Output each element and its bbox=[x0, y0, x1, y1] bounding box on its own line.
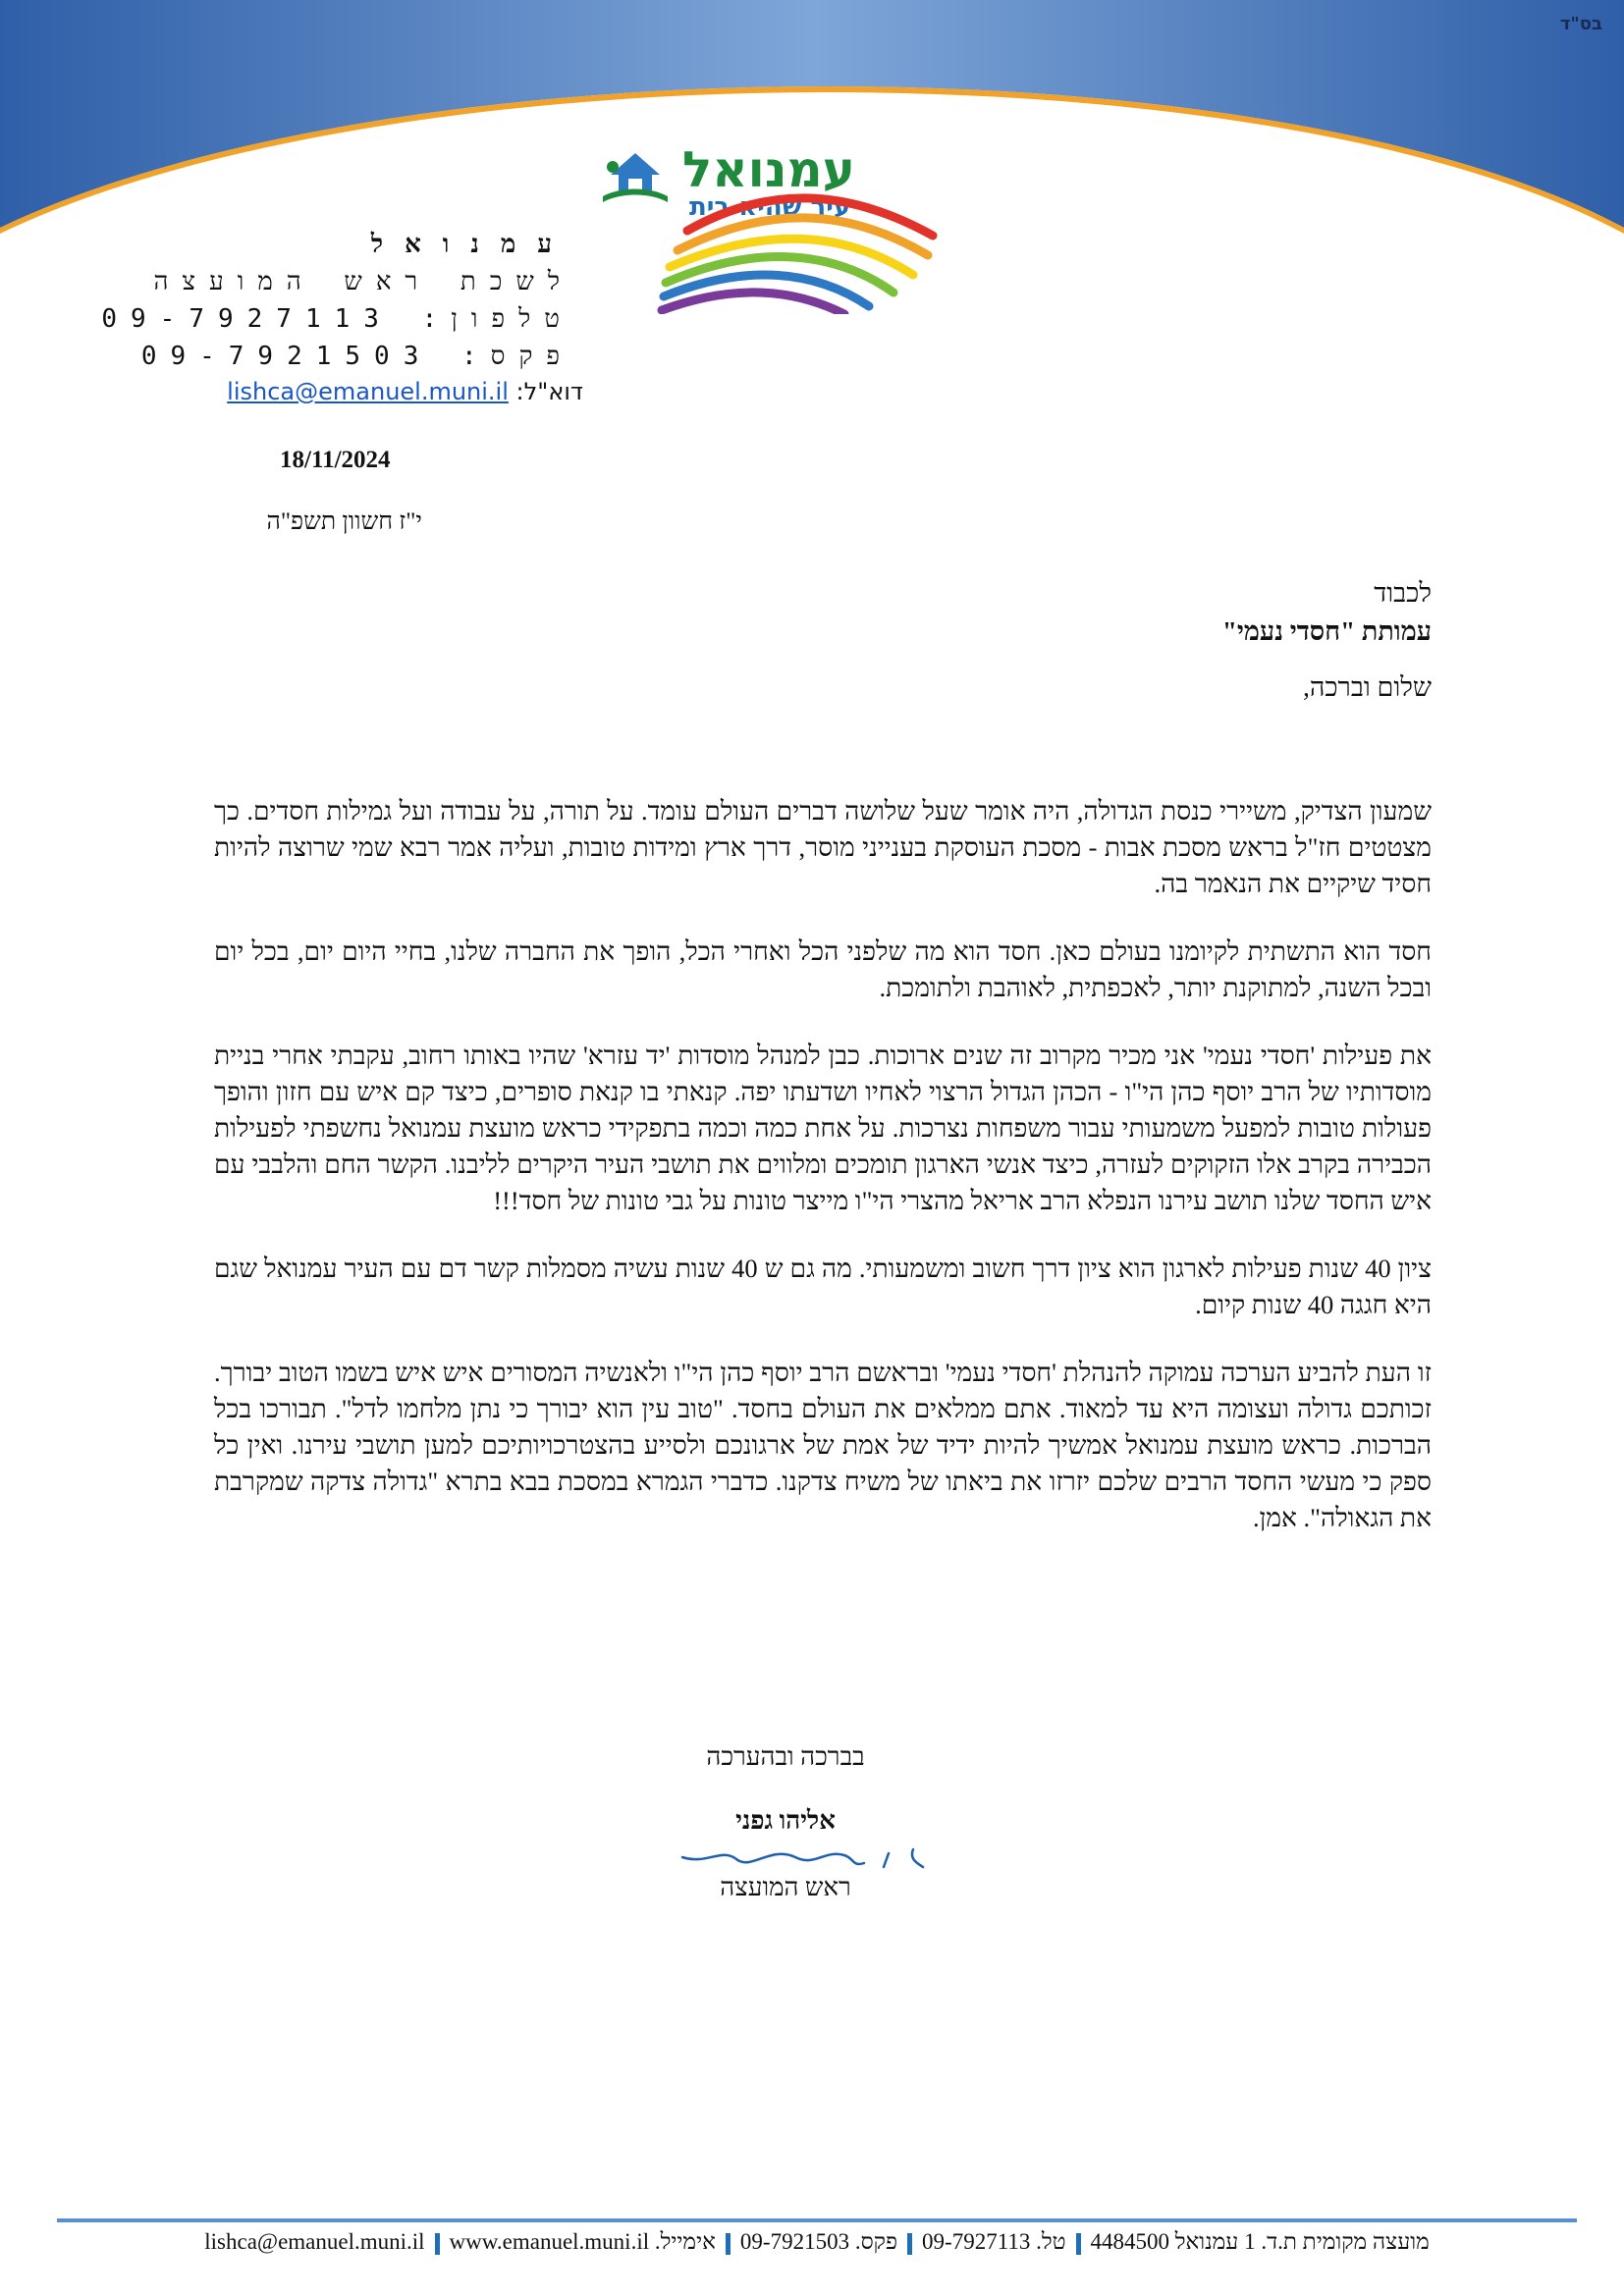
logo-name: עמנואל bbox=[682, 141, 855, 198]
letter-body bbox=[214, 793, 1432, 1568]
footer-separator bbox=[907, 2233, 912, 2255]
paragraph: ציון 40 שנות פעילות לארגון הוא ציון דרך חשוב ומשמעותי. מה גם ש 40 שנות עשיה מסמלות קשר דם עם העיר עמנואל שגם היא חגגה 40 שנות קיום. bbox=[214, 1254, 1433, 1319]
paragraph: זו העת להביע הערכה עמוקה להנהלת 'חסדי נעמי' ובראשם הרב יוסף כהן הי"ו ולאנשיה המסורים איש איש בשמו הטוב יבורך. זכותכם גדולה ועצומה היא עד למאוד. אתם ממלאים את העולם בחסד. "טוב עין הוא יבורך כי נתן מלחמו לדל". תבורכו בכל הברכות. כראש מועצת עמנואל אמשיך להיות ידיד של אמת של ארגונכם ולסייע בהצטרכויותיכם למען תושבי עירנו. ואין כל ספק כי מעשי החסד הרבים שלכם יזרזו את ביאתו של משיח צדקנו. כדברי הגמרא במסכת בבא בתרא "גדולה צדקה שמקרבת את הגאולה". אמן. bbox=[214, 1358, 1432, 1532]
office-title: לשכת ראש המועצה bbox=[153, 267, 573, 296]
emanuel-logo bbox=[599, 137, 972, 324]
logo-tagline: עיר שהיא בית bbox=[689, 192, 851, 222]
rainbow-ribbons-icon bbox=[648, 177, 943, 314]
addressee bbox=[1222, 574, 1432, 651]
hebrew-date: י"ז חשוון תשפ"ה bbox=[266, 508, 422, 535]
footer-fax: פקס. 09-7921503 bbox=[739, 2229, 898, 2254]
signer-name: אליהו גפני bbox=[735, 1806, 836, 1835]
office-details bbox=[101, 226, 573, 375]
footer-separator bbox=[435, 2233, 440, 2255]
gregorian-date: 18/11/2024 bbox=[280, 447, 391, 473]
salutation: שלום וברכה, bbox=[1303, 672, 1432, 702]
bsd-mark: בס"ד bbox=[1559, 14, 1602, 34]
paragraph: שמעון הצדיק, משיירי כנסת הגדולה, היה אומר שעל שלושה דברים העולם עומד. על תורה, על עבודה ועל גמילות חסדים. כך מצטטים חז"ל בראש מסכת אבות - מסכת העוסקת בענייני מוסר, דרך ארץ ומידות טובות, ועליה אמר רבא שמי שרוצה להיות חסיד שיקיים את הנאמר בה. bbox=[214, 796, 1432, 898]
office-phone: טלפון: 09-7927113 bbox=[101, 304, 573, 334]
email-link[interactable]: lishca@emanuel.muni.il bbox=[227, 378, 509, 405]
paragraph: את פעילות 'חסדי נעמי' אני מכיר מקרוב זה שנים ארוכות. כבן למנהל מוסדות 'יד עזרא' שהיו באותו רחוב, עקבתי אחרי בניית מוסדותיו של הרב יוסף כהן הי"ו - הכהן הגדול הרצוי לאחיו ושדעתו יפה. קנאתי בו קנאת סופרים, כיצד קם איש עם חזון והופך פעולות טובות למפעל משמעותי עבור משפחות נצרכות. על אחת כמה וכמה בתפקידי כראש מועצת עמנואל נחשפתי לפעילות הכבירה בקרב אלו הזקוקים לעזרה, כיצד אנשי הארגון תומכים ומלווים את תושבי העיר היקרים לליבנו. הקשר החם והלבבי עם איש החסד שלנו תושב עירנו הנפלא הרב אריאל מהצרי הי"ו מייצר טונות על גבי טונות של חסד!!! bbox=[214, 1041, 1432, 1215]
addressee-line1: לכבוד bbox=[1374, 578, 1432, 608]
footer-separator bbox=[726, 2233, 731, 2255]
footer-rule bbox=[57, 2218, 1577, 2222]
footer-contact bbox=[57, 2229, 1577, 2255]
closing: בברכה ובהערכה bbox=[706, 1742, 865, 1771]
footer-separator bbox=[1076, 2233, 1081, 2255]
office-name: עמנואל bbox=[370, 230, 573, 259]
office-email-line bbox=[227, 378, 583, 405]
email-label: דוא"ל: bbox=[515, 378, 583, 405]
addressee-org: עמותת "חסדי נעמי" bbox=[1221, 616, 1432, 646]
handwritten-signature-icon bbox=[677, 1838, 943, 1877]
signer-title: ראש המועצה bbox=[720, 1873, 851, 1901]
office-fax: פקס: 09-7921503 bbox=[140, 342, 573, 371]
footer-email[interactable]: אימייל. lishca@emanuel.muni.il bbox=[204, 2229, 716, 2254]
paragraph: חסד הוא התשתית לקיומנו בעולם כאן. חסד הוא מה שלפני הכל ואחרי הכל, הופך את החברה שלנו, בחיי היום יום, בכל יום ובכל השנה, למתוקנת יותר, לאכפתית, לאוהבת ולתומכת. bbox=[214, 936, 1432, 1002]
footer-phone: טל. 09-7927113 bbox=[922, 2229, 1066, 2254]
footer-website[interactable]: www.emanuel.muni.il bbox=[449, 2229, 650, 2254]
footer-address: מועצה מקומית ת.ד. 1 עמנואל 4484500 bbox=[1090, 2229, 1430, 2254]
